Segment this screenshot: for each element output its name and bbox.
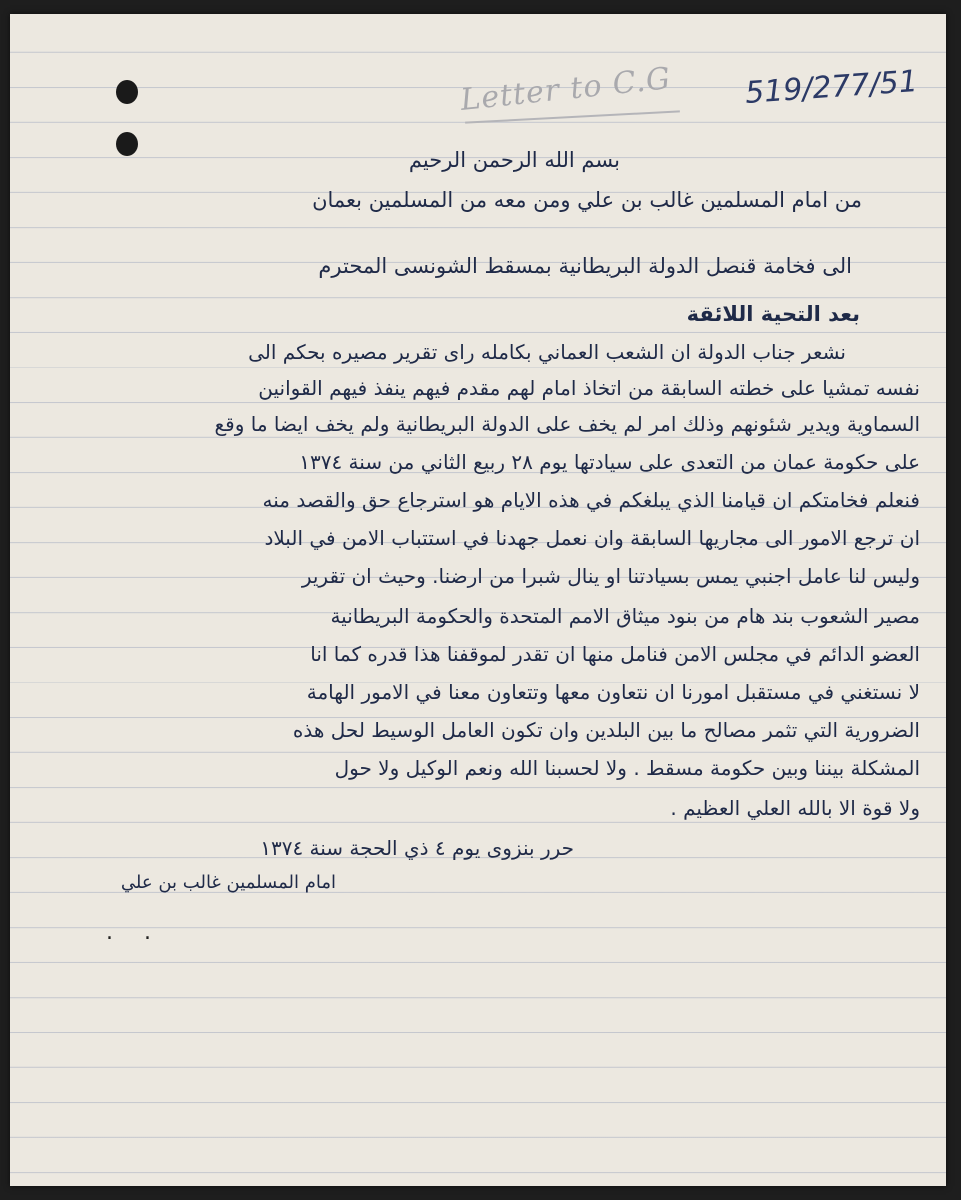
body-line: نفسه تمشيا على خطته السابقة من اتخاذ امام لهم مقدم فيهم ينفذ فيهم القوانين bbox=[258, 376, 920, 400]
body-line: نشعر جناب الدولة ان الشعب العماني بكامله راى تقرير مصيره بحكم الى bbox=[248, 340, 846, 364]
body-line: على حكومة عمان من التعدى على سيادتها يوم ٢٨ ربيع الثاني من سنة ١٣٧٤ bbox=[299, 450, 920, 474]
sender-header: من امام المسلمين غالب بن علي ومن معه من المسلمين بعمان bbox=[312, 188, 862, 212]
body-line: ولا قوة الا بالله العلي العظيم . bbox=[670, 796, 920, 820]
dateline: حرر بنزوى يوم ٤ ذي الحجة سنة ١٣٧٤ bbox=[260, 836, 574, 860]
ink-dots: . . bbox=[106, 920, 163, 945]
basmala: بسم الله الرحمن الرحيم bbox=[408, 148, 620, 172]
body-line: مصير الشعوب بند هام من بنود ميثاق الامم المتحدة والحكومة البريطانية bbox=[330, 604, 920, 628]
letter-page bbox=[10, 14, 946, 1186]
pencil-annotation: Letter to C.G bbox=[458, 61, 673, 118]
body-line: وليس لنا عامل اجنبي يمس بسيادتنا او ينال شبرا من ارضنا. وحيث ان تقرير bbox=[301, 564, 920, 588]
punch-hole-bottom bbox=[116, 132, 138, 156]
signature: امام المسلمين غالب بن علي bbox=[120, 872, 336, 893]
body-line: لا نستغني في مستقبل امورنا ان نتعاون معها وتتعاون معنا في الامور الهامة bbox=[306, 680, 920, 704]
reference-number: 519/277/51 bbox=[743, 64, 919, 111]
greeting: بعد التحية اللائقة bbox=[686, 302, 860, 326]
body-line: المشكلة بيننا وبين حكومة مسقط . ولا لحسبنا الله ونعم الوكيل ولا حول bbox=[334, 756, 920, 780]
addressee-line: الى فخامة قنصل الدولة البريطانية بمسقط الشونسى المحترم bbox=[318, 254, 852, 278]
body-line: السماوية ويدير شئونهم وذلك امر لم يخف على الدولة البريطانية ولم يخف ايضا ما وقع bbox=[214, 412, 920, 436]
body-line: ان ترجع الامور الى مجاريها السابقة وان نعمل جهدنا في استتباب الامن في البلاد bbox=[264, 526, 920, 550]
body-line: فنعلم فخامتكم ان قيامنا الذي يبلغكم في هذه الايام هو استرجاع حق والقصد منه bbox=[262, 488, 920, 512]
body-line: الضرورية التي تثمر مصالح ما بين البلدين وان تكون العامل الوسيط لحل هذه bbox=[292, 718, 920, 742]
body-line: العضو الدائم في مجلس الامن فنامل منها ان تقدر لموقفنا هذا قدره كما انا bbox=[310, 642, 920, 666]
punch-hole-top bbox=[116, 80, 138, 104]
